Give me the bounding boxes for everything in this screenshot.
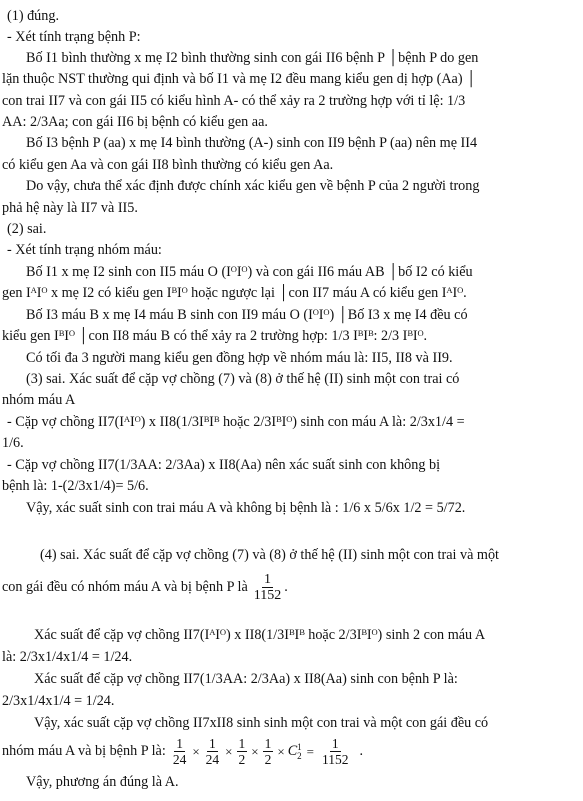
fraction-numerator: 1 bbox=[238, 736, 246, 751]
text-line: Xác suất để cặp vợ chồng II7(1/3AA: 2/3Aa) x II8(Aa) sinh con bệnh P là: bbox=[34, 671, 458, 687]
text-line: - Cặp vợ chồng II7(IᴬIᴼ) x II8(1/3IᴮIᴮ hoặc 2/3IᴮIᴼ) sinh con máu A là: 2/3x1/4 = bbox=[7, 414, 465, 430]
fraction bbox=[263, 736, 274, 767]
period: . bbox=[359, 743, 364, 759]
fraction-denominator: 1152 bbox=[253, 588, 282, 603]
times-sign: × bbox=[192, 744, 200, 759]
fraction-denominator: 1152 bbox=[322, 752, 349, 767]
equals-sign: = bbox=[306, 744, 314, 759]
fraction bbox=[237, 736, 248, 767]
text-segment: con gái đều có nhóm máu A và bị bệnh P là bbox=[2, 579, 248, 595]
period: . bbox=[284, 579, 288, 595]
text-line: (2) sai. bbox=[7, 221, 47, 237]
text-segment: nhóm máu A và bị bệnh P là: bbox=[2, 743, 166, 759]
fraction-numerator: 1 bbox=[209, 736, 216, 751]
times-sign: × bbox=[277, 744, 285, 759]
times-sign: × bbox=[251, 744, 259, 759]
fraction-denominator: 24 bbox=[205, 752, 220, 767]
text-line: kiểu gen IᴮIᴼ │con II8 máu B có thể xảy ra 2 trường hợp: 1/3 IᴮIᴮ: 2/3 IᴮIᴼ. bbox=[2, 328, 428, 344]
text-line: AA: 2/3Aa; con gái II6 bị bệnh có kiểu gen aa. bbox=[2, 114, 268, 130]
text-line: phả hệ này là II7 và II5. bbox=[2, 200, 138, 216]
text-line: - Cặp vợ chồng II7(1/3AA: 2/3Aa) x II8(Aa) nên xác suất sinh con không bị bbox=[7, 457, 441, 473]
text-line: có kiểu gen Aa và con gái II8 bình thường có kiểu gen Aa. bbox=[2, 157, 334, 173]
combination-superscript: 1 bbox=[297, 741, 302, 752]
text-line: Bố I1 bình thường x mẹ I2 bình thường sinh con gái II6 bệnh P │bệnh P do gen bbox=[26, 50, 479, 66]
fraction bbox=[252, 572, 283, 603]
times-sign: × bbox=[225, 744, 233, 759]
text-line: lặn thuộc NST thường qui định và bố I1 và mẹ I2 đều mang kiểu gen dị hợp (Aa) │ bbox=[2, 71, 477, 87]
text-line: - Xét tính trạng nhóm máu: bbox=[7, 242, 162, 258]
text-line-with-fraction bbox=[2, 572, 583, 603]
combination-symbol bbox=[288, 741, 302, 762]
text-line: 2/3x1/4x1/4 = 1/24. bbox=[2, 693, 115, 709]
text-line: nhóm máu A bbox=[2, 392, 76, 408]
text-line: (3) sai. Xác suất để cặp vợ chồng (7) và (8) ở thế hệ (II) sinh một con trai có bbox=[26, 371, 460, 387]
text-line: bệnh là: 1-(2/3x1/4)= 5/6. bbox=[2, 478, 149, 494]
text-line: 1/6. bbox=[2, 435, 24, 451]
text-line: Vậy, xác suất cặp vợ chồng II7xII8 sinh sinh một con trai và một con gái đều có bbox=[34, 715, 489, 731]
formula-line bbox=[2, 736, 583, 767]
text-line: là: 2/3x1/4x1/4 = 1/24. bbox=[2, 649, 133, 665]
text-line: Bố I3 máu B x mẹ I4 máu B sinh con II9 máu O (IᴼIᴼ) │Bố I3 x mẹ I4 đều có bbox=[26, 307, 468, 323]
text-line: Có tối đa 3 người mang kiểu gen đồng hợp về nhóm máu là: II5, II8 và II9. bbox=[26, 350, 453, 366]
text-line: Xác suất để cặp vợ chồng II7(IᴬIᴼ) x II8(1/3IᴮIᴮ hoặc 2/3IᴮIᴼ) sinh 2 con máu A bbox=[34, 627, 486, 643]
fraction bbox=[204, 736, 222, 767]
probability-formula bbox=[170, 736, 363, 767]
fraction-numerator: 1 bbox=[176, 736, 183, 751]
fraction bbox=[320, 736, 351, 767]
text-line: Do vậy, chưa thể xác định được chính xác kiểu gen về bệnh P của 2 người trong bbox=[26, 178, 480, 194]
text-line: (4) sai. Xác suất để cặp vợ chồng (7) và (8) ở thế hệ (II) sinh một con trai và một bbox=[40, 547, 500, 563]
combination-base: C bbox=[287, 743, 298, 759]
fraction-numerator: 1 bbox=[331, 736, 339, 751]
fraction bbox=[171, 736, 189, 767]
fraction-denominator: 2 bbox=[238, 752, 246, 767]
text-line: con trai II7 và con gái II5 có kiểu hình A- có thể xảy ra 2 trường hợp với tỉ lệ: 1/3 bbox=[2, 93, 466, 109]
fraction-denominator: 2 bbox=[264, 752, 272, 767]
text-line: Vậy, xác suất sinh con trai máu A và không bị bệnh là : 1/6 x 5/6x 1/2 = 5/72. bbox=[26, 500, 466, 516]
text-line: (1) đúng. bbox=[7, 8, 60, 24]
fraction-denominator: 24 bbox=[172, 752, 187, 767]
text-line: Bố I1 x mẹ I2 sinh con II5 máu O (IᴼIᴼ) và con gái II6 máu AB │bố I2 có kiểu bbox=[26, 264, 473, 280]
conclusion-line: Vậy, phương án đúng là A. bbox=[26, 774, 179, 790]
fraction-numerator: 1 bbox=[264, 736, 272, 751]
combination-subscript: 2 bbox=[297, 750, 302, 761]
text-line: Bố I3 bệnh P (aa) x mẹ I4 bình thường (A-) sinh con II9 bệnh P (aa) nên mẹ II4 bbox=[26, 135, 478, 151]
text-line: - Xét tính trạng bệnh P: bbox=[7, 29, 141, 45]
text-line: gen IᴬIᴼ x mẹ I2 có kiểu gen IᴮIᴼ hoặc ngược lại │con II7 máu A có kiểu gen IᴬIᴼ. bbox=[2, 285, 467, 301]
fraction-numerator: 1 bbox=[263, 572, 271, 587]
